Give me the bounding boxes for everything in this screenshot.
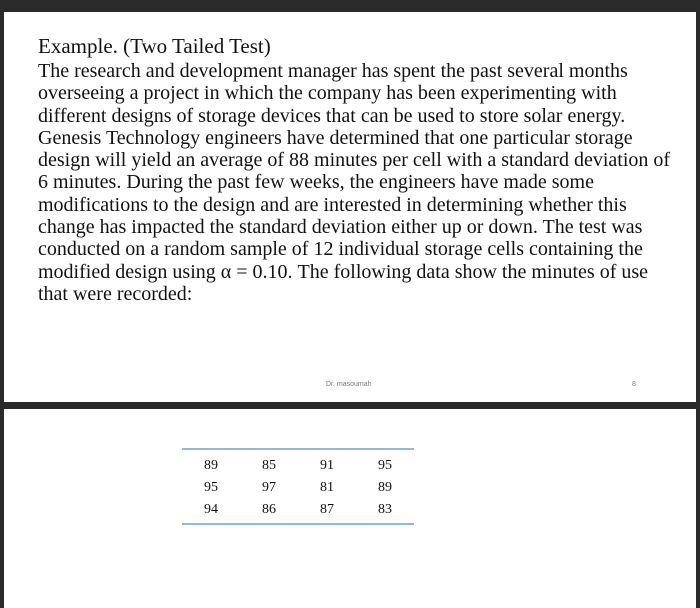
problem-text-line: conducted on a random sample of 12 individual storage cells containing the	[38, 238, 643, 261]
slide-upper	[0, 12, 700, 402]
table-top-rule	[182, 448, 414, 450]
data-table	[182, 455, 414, 521]
table-cell: 83	[378, 502, 392, 517]
slide-separator	[0, 402, 700, 409]
table-cell: 95	[378, 458, 392, 473]
problem-text-line: that were recorded:	[38, 282, 193, 305]
table-cell: 81	[320, 480, 334, 495]
table-cell: 85	[262, 458, 276, 473]
top-frame-bar	[0, 0, 700, 12]
table-cell: 89	[204, 458, 218, 473]
table-cell: 91	[320, 458, 334, 473]
table-row	[182, 477, 414, 499]
table-row	[182, 499, 414, 521]
problem-text-line: 6 minutes. During the past few weeks, the engineers have made some	[38, 171, 594, 194]
problem-text-line: modifications to the design and are interested in determining whether this	[38, 193, 627, 216]
page-number: 8	[632, 381, 636, 388]
table-cell: 86	[262, 502, 276, 517]
problem-text-line: different designs of storage devices that can be used to store solar energy.	[38, 104, 626, 127]
slide-title: Example. (Two Tailed Test)	[38, 34, 271, 58]
problem-text-line: design will yield an average of 88 minutes per cell with a standard deviation of	[38, 149, 671, 172]
problem-text-line: The research and development manager has spent the past several months	[38, 60, 628, 82]
table-cell: 95	[204, 480, 218, 495]
table-cell: 89	[378, 480, 392, 495]
problem-text-line: modified design using α = 0.10. The following data show the minutes of use	[38, 260, 649, 283]
table-row	[182, 455, 414, 477]
footer-author: Dr. masoumah	[326, 381, 372, 388]
table-cell: 97	[262, 480, 276, 495]
slide-lower	[0, 409, 700, 608]
problem-text-line: Genesis Technology engineers have determined that one particular storage	[38, 126, 633, 149]
table-cell: 94	[204, 502, 218, 517]
problem-text	[38, 60, 688, 305]
problem-text-line: overseeing a project in which the company has been experimenting with	[38, 82, 617, 105]
table-bottom-rule	[182, 523, 414, 525]
problem-text-line: change has impacted the standard deviation either up or down. The test was	[38, 216, 643, 239]
table-cell: 87	[320, 502, 334, 517]
